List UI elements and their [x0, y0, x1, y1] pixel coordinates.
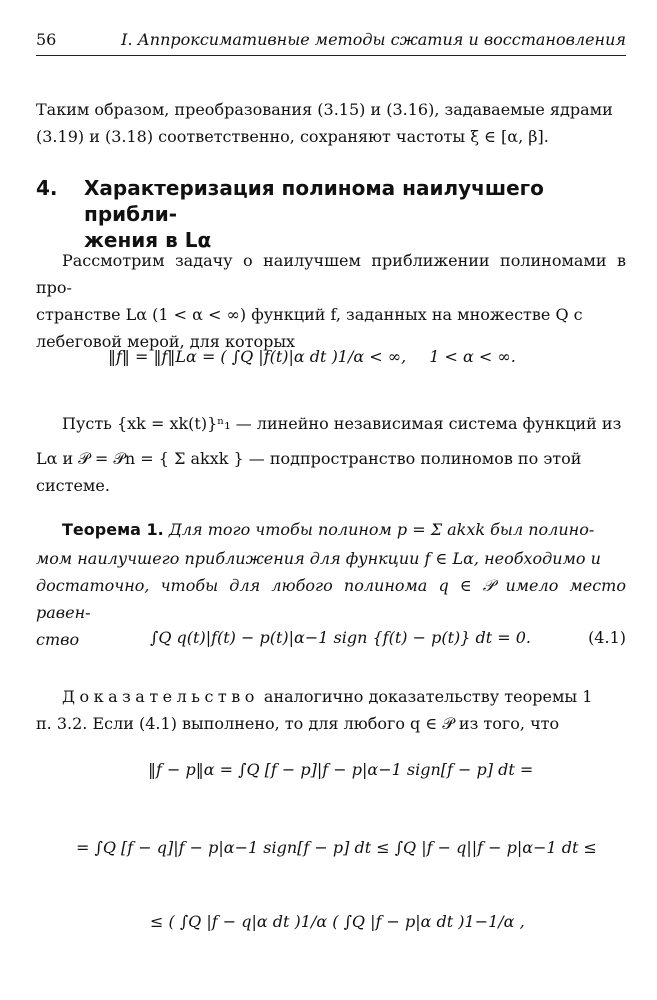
paragraph-2-line-1: Пусть {xk = xk(t)}ⁿ₁ — линейно независимая система функций из [62, 414, 622, 433]
running-header [36, 30, 626, 52]
section-number: 4. [36, 176, 58, 200]
page-number: 56 [36, 30, 57, 49]
theorem-line-3: достаточно, чтобы для любого полинома q ∈ 𝒫 имело место равен- [36, 576, 626, 622]
theorem-line-1 [36, 516, 626, 543]
proof-formula-2: = ∫Q [f − q]|f − p|α−1 sign[f − p] dt ≤ ∫Q |f − q||f − p|α−1 dt ≤ [76, 838, 597, 857]
norm-formula-condition: 1 < α < ∞. [429, 347, 516, 366]
proof-formula-3: ≤ ( ∫Q |f − q|α dt )1/α ( ∫Q |f − p|α dt )1−1/α , [150, 912, 525, 931]
section-title-line-1: Характеризация полинома наилучшего прибли- [84, 176, 544, 226]
norm-formula-body: ‖f‖ = ‖f‖Lα = ( ∫Q |f(t)|α dt )1/α < ∞, [108, 347, 407, 366]
intro-line-2: (3.19) и (3.18) соответственно, сохраняют частоты ξ ∈ [α, β]. [36, 127, 549, 146]
paragraph-1-line-3: лебеговой мерой, для которых [36, 332, 296, 351]
paragraph-1-line-1: Рассмотрим задачу о наилучшем приближении полиномами в про- [36, 251, 626, 297]
theorem-line-1-text: Для того чтобы полином p = Σ akxk был полино- [168, 520, 595, 539]
section-title [84, 175, 624, 253]
equation-4-1: ∫Q q(t)|f(t) − p(t)|α−1 sign {f(t) − p(t)} dt = 0. [150, 628, 532, 647]
proof-label: Доказательство [62, 687, 259, 706]
paragraph-2-line-3: системе. [36, 476, 110, 495]
theorem-line-4: ство [36, 630, 80, 649]
norm-formula [108, 347, 516, 366]
proof-line-1 [36, 683, 626, 710]
theorem-label: Теорема 1. [62, 520, 164, 539]
header-rule [36, 55, 626, 56]
equation-4-1-number: (4.1) [588, 628, 626, 647]
paragraph-1 [36, 247, 626, 355]
proof-line-1-text: аналогично доказательству теоремы 1 [263, 687, 593, 706]
proof-paragraph [36, 683, 626, 737]
running-title: I. Аппроксимативные методы сжатия и восстановления [121, 30, 626, 49]
proof-formula-1: ‖f − p‖α = ∫Q [f − p]|f − p|α−1 sign[f − p] dt = [148, 760, 534, 779]
proof-line-2: п. 3.2. Если (4.1) выполнено, то для любого q ∈ 𝒫 из того, что [36, 714, 560, 733]
paragraph-1-line-2: странстве Lα (1 < α < ∞) функций f, заданных на множестве Q с [36, 305, 583, 324]
paragraph-2-line-2: Lα и 𝒫 = 𝒫n = { Σ akxk } — подпространство полиномов по этой [36, 449, 582, 468]
intro-paragraph [36, 96, 626, 150]
paragraph-2 [36, 410, 626, 499]
intro-line-1: Таким образом, преобразования (3.15) и (3.16), задаваемые ядрами [36, 100, 613, 119]
section-title-line-2: жения в Lα [84, 228, 212, 252]
theorem-line-2: мом наилучшего приближения для функции f ∈ Lα, необходимо и [36, 549, 601, 568]
